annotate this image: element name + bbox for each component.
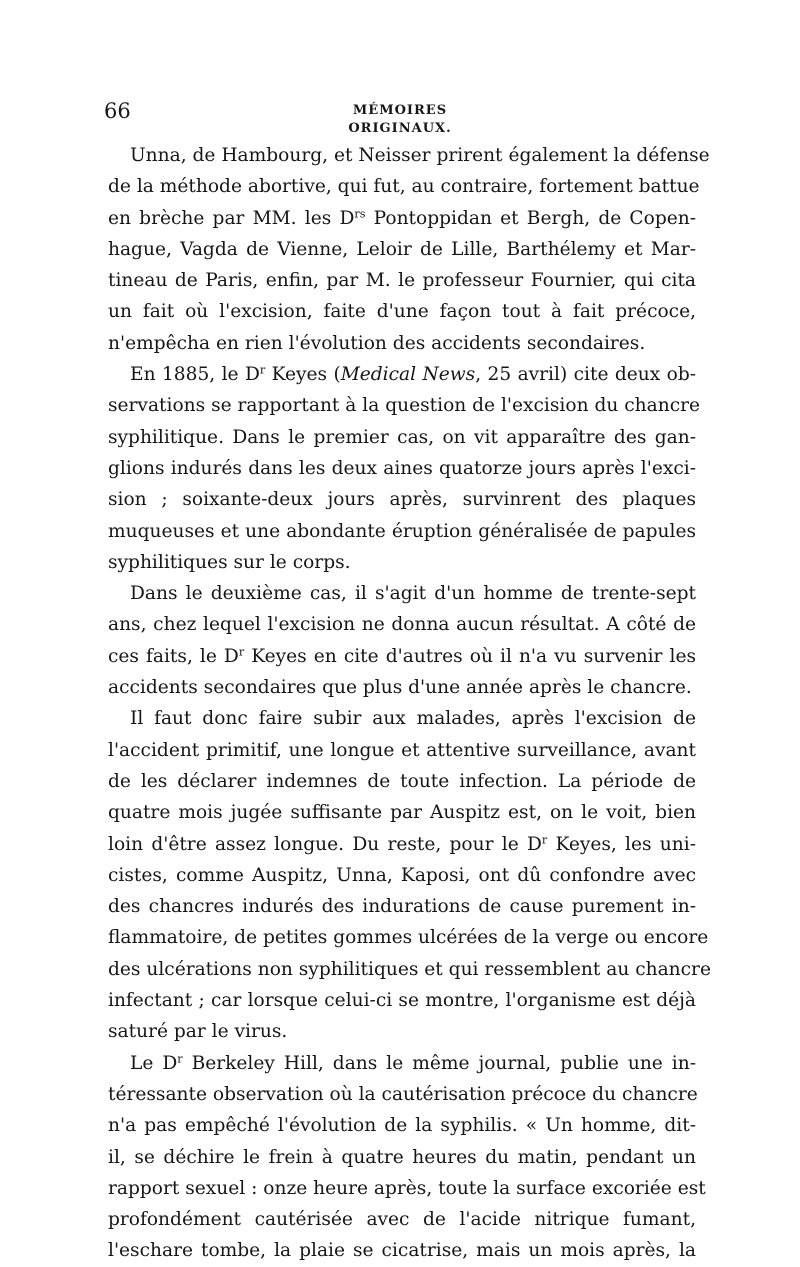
text-line: loin d'être assez longue. Du reste, pour le $D^r$ Keyes, les uni- xyxy=(108,832,696,855)
text-line: quatre mois jugée suffisante par Auspitz est, on le voit, bien xyxy=(108,802,696,824)
text-line: n'a pas empêché l'évolution de la syphilis. « Un homme, dit- xyxy=(108,1115,696,1137)
text-line: infectant ; car lorsque celui-ci se montre, l'organisme est déjà xyxy=(108,990,696,1012)
text-line: muqueuses et une abondante éruption généralisée de papules xyxy=(108,520,696,542)
text-line: de les déclarer indemnes de toute infection. La période de xyxy=(108,770,696,792)
text-line: en brèche par MM. les $D^{rs}$ Pontoppidan et Bergh, de Copen- xyxy=(108,206,696,229)
text-line: n'empêcha en rien l'évolution des accidents secondaires. xyxy=(108,332,646,354)
page-number: 66 xyxy=(104,99,131,123)
paragraph-2 xyxy=(108,359,700,578)
text-line: servations se rapportant à la question de l'excision du chancre xyxy=(108,395,700,417)
main-text xyxy=(108,140,711,1267)
text-line: des ulcérations non syphilitiques et qui ressemblent au chancre xyxy=(108,958,711,980)
text-line: syphilitique. Dans le premier cas, on vit apparaître des gan- xyxy=(108,426,696,448)
text-line: saturé par le virus. xyxy=(108,1021,288,1043)
text-line: il, se déchire le frein à quatre heures du matin, pendant un xyxy=(108,1146,696,1168)
text-line: un fait où l'excision, faite d'une façon tout à fait précoce, xyxy=(108,301,696,323)
text-line: Il faut donc faire subir aux malades, après l'excision de xyxy=(130,708,696,730)
paragraph-5 xyxy=(108,1048,706,1267)
text-line: l'accident primitif, une longue et attentive surveillance, avant xyxy=(108,739,696,761)
text-line: syphilitiques sur le corps. xyxy=(108,551,351,573)
paragraph-3 xyxy=(108,578,696,703)
text-line: hague, Vagda de Vienne, Leloir de Lille, Barthélemy et Mar- xyxy=(108,238,696,260)
text-line: Dans le deuxième cas, il s'agit d'un homme de trente-sept xyxy=(130,583,696,605)
text-line: des chancres indurés des indurations de cause purement in- xyxy=(108,896,696,918)
text-line: accidents secondaires que plus d'une année après le chancre. xyxy=(108,677,692,699)
paragraph-1 xyxy=(108,140,710,359)
text-line: ans, chez lequel l'excision ne donna aucun résultat. A côté de xyxy=(108,614,696,636)
text-line: l'eschare tombe, la plaie se cicatrise, mais un mois après, la xyxy=(108,1240,696,1262)
text-line: cistes, comme Auspitz, Unna, Kaposi, ont dû confondre avec xyxy=(108,864,696,886)
text-line: Le $D^r$ Berkeley Hill, dans le même journal, publie une in- xyxy=(130,1051,696,1074)
text-line: ces faits, le $D^r$ Keyes en cite d'autres où il n'a vu survenir les xyxy=(108,645,697,667)
running-header: MÉMOIRES ORIGINAUX. xyxy=(348,103,452,136)
journal-title: Medical News xyxy=(340,364,476,386)
paragraph-4 xyxy=(108,703,711,1047)
text-line: téressante observation où la cautérisation précoce du chancre xyxy=(108,1083,698,1105)
text-line: rapport sexuel : onze heure après, toute la surface excoriée est xyxy=(108,1177,706,1199)
text-line: Unna, de Hambourg, et Neisser prirent également la défense xyxy=(130,145,710,166)
text-line: profondément cautérisée avec de l'acide nitrique fumant, xyxy=(108,1209,696,1231)
text-line: glions indurés dans les deux aines quatorze jours après l'exci- xyxy=(108,457,696,479)
text-line: En 1885, le $D^r$ Keyes (Medical News, 25 avril) cite deux ob- xyxy=(130,363,696,386)
text-line: de la méthode abortive, qui fut, au contraire, fortement battue xyxy=(108,176,700,198)
text-line: tineau de Paris, enfin, par M. le professeur Fournier, qui cita xyxy=(108,270,696,292)
text-line: flammatoire, de petites gommes ulcérées de la verge ou encore xyxy=(108,927,709,949)
text-line: sion ; soixante-deux jours après, survinrent des plaques xyxy=(108,489,696,511)
